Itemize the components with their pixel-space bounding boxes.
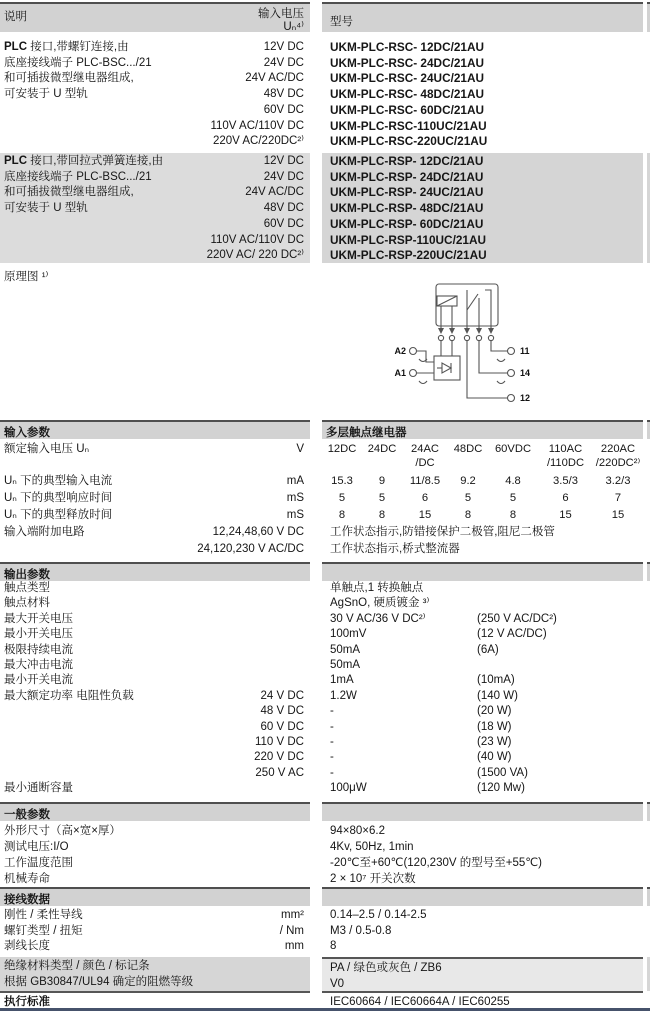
spec-row-min-capacity: 最小通断容量 100μW (120 Mw) [4, 782, 525, 795]
output-terminals [467, 341, 515, 402]
model-number: UKM-PLC-RSP- 12DC/21AU [330, 154, 484, 168]
rsp-description [4, 154, 163, 217]
spec-row-conductor: 刚性 / 柔性导线 mm² 0.14–2.5 / 0.14-2.5 [4, 909, 427, 922]
voltage-column-headers [322, 442, 643, 473]
terminal-a1 [410, 370, 417, 377]
rsp-description-cell [0, 153, 310, 263]
extra-circuit-ac-note: 工作状态指示,桥式整流器 [330, 543, 460, 555]
model-number: UKM-PLC-RSP- 24UC/21AU [330, 185, 484, 200]
rated-voltage-row [0, 439, 650, 473]
desc-line: 底座接线端子 PLC-BSC.../21 [4, 170, 152, 183]
label-11: 11 [520, 346, 530, 356]
desc-line: 和可插拔微型继电器组成, [4, 72, 134, 85]
extra-circuit-label: 输入端附加电路 [4, 526, 85, 538]
extra-circuit-ac-voltages: 24,120,230 V AC/DC [197, 543, 304, 555]
label-a2: A2 [394, 346, 406, 356]
insulation-labels: 绝缘材料类型 / 颜色 / 标记条 根据 GB30847/UL94 确定的阻燃等级 [0, 957, 310, 991]
spec-row-dimensions: 外形尺寸（高×宽×厚） 94×80×6.2 [4, 825, 386, 838]
voltage-item: 48V DC [263, 88, 304, 101]
contact-symbol [467, 290, 491, 326]
section-bar-general-params [0, 802, 650, 821]
input-params-title: 输入参数 [0, 420, 310, 439]
desc-line: PLC 接口,带回拉式弹簧连接,由 [4, 155, 164, 167]
wiring-rows [0, 906, 650, 955]
spec-row-contact-material: 触点材料 AgSnO, 硬质镀金 ³⁾ [4, 597, 430, 610]
header-model-cell [322, 2, 643, 32]
model-number: UKM-PLC-RSP- 48DC/21AU [330, 201, 484, 216]
model-number: UKM-PLC-RSP- 60DC/21AU [330, 216, 484, 231]
spec-row-strip-length: 剥线长度 mm 8 [4, 940, 337, 953]
rsc-model-block [0, 39, 650, 149]
header-model-label: 型号 [330, 16, 353, 28]
power-row: 最大额定功率 电阻性负载 24 V DC 1.2W (140 W) [4, 689, 518, 702]
voltage-item: 220V AC/ 220 DC²⁾ [206, 249, 304, 262]
input-current-label: Uₙ 下的典型输入电流 [4, 475, 113, 487]
power-row: 60 V DC - (18 W) [260, 720, 512, 733]
model-number: UKM-PLC-RSP- 24DC/21AU [330, 169, 484, 184]
spec-row-max-switch-voltage: 最大开关电压 30 V AC/36 V DC²⁾ (250 V AC/DC²) [4, 612, 557, 625]
response-time-label: Uₙ 下的典型响应时间 [4, 492, 113, 504]
output-bar-right [322, 562, 643, 581]
voltage-item: 12V DC [263, 41, 304, 53]
insulation-values: PA / 绿色或灰色 / ZB6 V0 [322, 957, 643, 991]
standards-value: IEC60664 / IEC60664A / IEC60255 [322, 991, 643, 1007]
voltage-item: 60V DC [263, 103, 304, 116]
voltage-item: 24V AC/DC [245, 186, 304, 199]
relay-schematic-svg [390, 282, 550, 412]
spec-row-screw-torque: 螺钉类型 / 扭矩 / Nm M3 / 0.5-0.8 [4, 924, 392, 937]
spec-row-limit-current: 极限持续电流 50mA (6A) [4, 643, 499, 656]
section-bar-input-params [0, 420, 650, 439]
terminal-14 [508, 370, 515, 377]
extra-circuit-dc-voltages: 12,24,48,60 V DC [212, 526, 304, 538]
model-number: UKM-PLC-RSC-220UC/21AU [330, 134, 488, 149]
label-14: 14 [520, 368, 531, 378]
voltage-item: 60V DC [263, 217, 304, 230]
col-header: 24DC [367, 443, 397, 455]
wiring-bar-right [322, 887, 643, 906]
label-12: 12 [520, 393, 531, 403]
pin-arrows [438, 328, 494, 334]
model-number: UKM-PLC-RSC- 24UC/21AU [330, 71, 485, 86]
col-header: 24AC /DC [411, 443, 439, 469]
header-description-label: 说明 [4, 11, 27, 23]
bottom-rule [0, 1008, 650, 1011]
header-left-cell [0, 2, 310, 32]
rsc-description [4, 40, 152, 103]
spec-row-min-switch-current: 最小开关电流 1mA (10mA) [4, 674, 515, 687]
voltage-item: 24V DC [263, 170, 304, 183]
model-number: UKM-PLC-RSC-110UC/21AU [330, 118, 487, 133]
voltage-item: 48V DC [263, 202, 304, 215]
power-row: 48 V DC - (20 W) [260, 705, 512, 718]
power-row: 110 V DC - (23 W) [254, 735, 512, 748]
model-number: UKM-PLC-RSP-110UC/21AU [330, 232, 487, 247]
extra-circuit-row-ac [0, 541, 650, 558]
col-header: 12DC [327, 443, 357, 455]
rated-voltage-unit: V [296, 443, 304, 455]
extra-circuit-dc-note: 工作状态指示,防错接保护二极管,阻尼二极管 [330, 526, 555, 538]
rsc-model-list [322, 39, 643, 149]
coil-symbol [437, 296, 457, 326]
response-time-unit: mS [286, 492, 304, 504]
release-time-label: Uₙ 下的典型释放时间 [4, 509, 113, 521]
insulation-block [0, 957, 650, 991]
general-bar-right [322, 802, 643, 821]
label-a1: A1 [394, 368, 406, 378]
release-time-row [0, 507, 650, 524]
section-bar-wiring-data [0, 887, 650, 906]
spec-row-test-voltage: 测试电压:I/O 4Kv, 50Hz, 1min [4, 841, 414, 854]
voltage-item: 110V AC/110V DC [210, 119, 304, 132]
multilayer-relay-title: 多层触点继电器 [322, 420, 643, 439]
socket-14 [497, 381, 505, 384]
model-number: UKM-PLC-RSC- 24DC/21AU [330, 55, 485, 70]
model-number: UKM-PLC-RSC- 12DC/21AU [330, 40, 485, 54]
general-params-title: 一般参数 [0, 802, 310, 821]
terminal-12 [508, 395, 515, 402]
standards-label: 执行标准 [0, 991, 310, 1007]
col-header: 60VDC [494, 443, 532, 455]
release-time-unit: mS [286, 509, 304, 521]
standards-row [0, 991, 650, 1007]
desc-line: 和可插拔微型继电器组成, [4, 186, 134, 199]
rated-voltage-label: 额定输入电压 Uₙ [4, 443, 90, 455]
spec-row-mechanical-life: 机械寿命 2 × 10⁷ 开关次数 [4, 873, 416, 886]
terminal-11 [508, 348, 515, 355]
desc-line: 可安装于 U 型轨 [4, 88, 88, 101]
response-time-values: 5 5 6 5 5 6 7 [338, 492, 622, 504]
voltage-item: 110V AC/110V DC [210, 233, 304, 246]
response-time-row [0, 490, 650, 507]
extra-circuit-row-dc [0, 524, 650, 541]
col-header: 220AC /220DC²⁾ [595, 443, 641, 469]
voltage-item: 12V DC [263, 155, 304, 167]
schematic-title: 原理图 ¹⁾ [4, 271, 49, 283]
spec-row-temp-range: 工作温度范围 -20℃至+60℃(120,230V 的型号至+55℃) [4, 857, 542, 870]
voltage-item: 24V DC [263, 56, 304, 69]
col-header: 48DC [453, 443, 483, 455]
power-row: 250 V AC - (1500 VA) [255, 766, 528, 779]
rsp-model-list [322, 153, 643, 263]
table-header [0, 2, 650, 32]
spec-row-contact-type: 触点类型 单触点,1 转换触点 [4, 582, 424, 594]
power-row: 220 V DC - (40 W) [254, 751, 512, 764]
model-number: UKM-PLC-RSC- 60DC/21AU [330, 102, 485, 117]
rsc-description-cell [0, 39, 310, 149]
section-bar-output-params [0, 562, 650, 581]
spec-row-max-inrush-current: 最大冲击电流 50mA [4, 658, 361, 671]
voltage-item: 24V AC/DC [245, 72, 304, 85]
input-current-row [0, 473, 650, 490]
release-time-values: 8 8 15 8 8 15 15 [338, 509, 625, 521]
input-terminals [410, 348, 435, 384]
desc-line: 可安装于 U 型轨 [4, 202, 88, 215]
header-input-voltage-label: 输入电压 Uₙ⁴⁾ [258, 8, 304, 33]
general-rows [0, 821, 650, 887]
rsp-model-block [0, 153, 650, 263]
input-current-values: 15.3 9 11/8.5 9.2 4.8 3.5/3 3.2/3 [331, 475, 631, 487]
diode-symbol [442, 363, 451, 373]
schematic-area [0, 282, 650, 412]
model-number: UKM-PLC-RSP-220UC/21AU [330, 248, 487, 263]
input-current-unit: mA [286, 475, 304, 487]
coil-wiring [434, 341, 460, 380]
spec-row-min-switch-voltage: 最小开关电压 100mV (12 V AC/DC) [4, 628, 547, 641]
terminal-a2 [410, 348, 417, 355]
col-header: 110AC /110DC [546, 443, 585, 469]
socket-11 [497, 359, 505, 362]
model-number: UKM-PLC-RSC- 48DC/21AU [330, 87, 485, 102]
desc-line: 底座接线端子 PLC-BSC.../21 [4, 56, 152, 69]
output-params-title: 输出参数 [0, 562, 310, 581]
desc-line: PLC 接口,带螺钉连接,由 [4, 41, 129, 53]
voltage-item: 220V AC/220DC²⁾ [212, 135, 304, 148]
wiring-data-title: 接线数据 [0, 887, 310, 906]
socket-a1 [419, 381, 427, 384]
